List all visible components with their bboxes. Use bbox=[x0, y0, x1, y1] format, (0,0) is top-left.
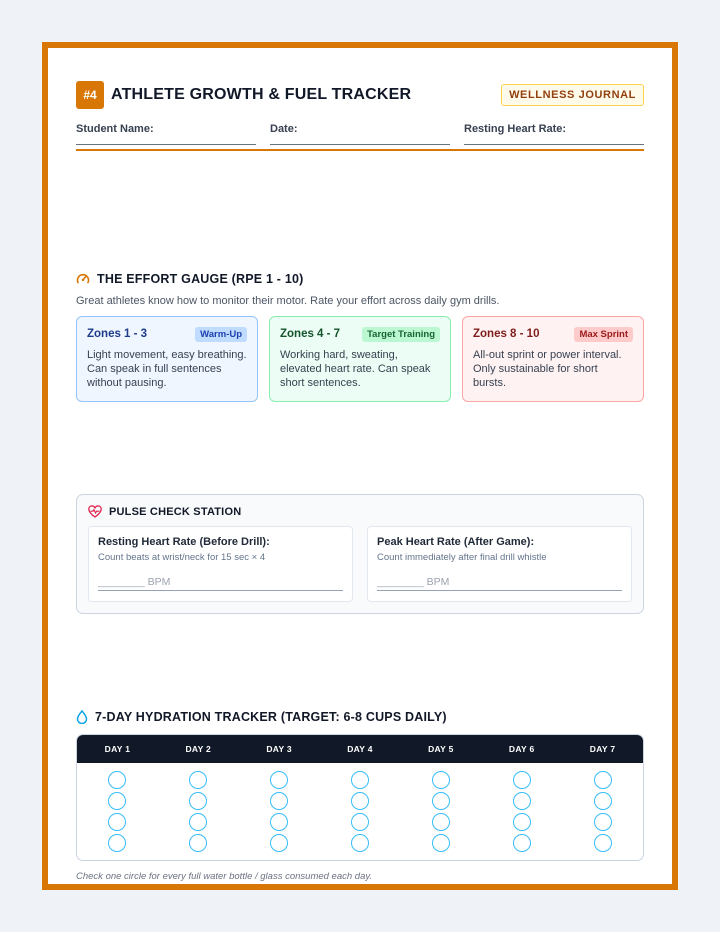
water-cup-checkbox[interactable] bbox=[108, 771, 126, 789]
day-header-4: DAY 4 bbox=[347, 744, 373, 754]
pulse-card-instructions: Count immediately after final drill whistle bbox=[377, 552, 547, 563]
water-cup-checkbox[interactable] bbox=[351, 771, 369, 789]
water-cup-checkbox[interactable] bbox=[513, 792, 531, 810]
pulse-card-instructions: Count beats at wrist/neck for 15 sec × 4 bbox=[98, 552, 266, 563]
hydration-title: 7-DAY HYDRATION TRACKER (TARGET: 6-8 CUPS DAILY) bbox=[95, 710, 447, 724]
day-column-6 bbox=[481, 771, 562, 852]
day-header-6: DAY 6 bbox=[508, 744, 535, 754]
water-cup-checkbox[interactable] bbox=[351, 834, 369, 852]
water-cup-checkbox[interactable] bbox=[594, 771, 612, 789]
zone-card-max-sprint bbox=[462, 316, 644, 402]
resting-bpm-blank[interactable]: ________ BPM bbox=[98, 576, 343, 591]
water-cup-checkbox[interactable] bbox=[594, 834, 612, 852]
pulse-check-station bbox=[76, 494, 644, 614]
water-cup-checkbox[interactable] bbox=[432, 834, 450, 852]
water-cup-checkbox[interactable] bbox=[432, 771, 450, 789]
day-column-2 bbox=[158, 771, 239, 852]
effort-gauge-section bbox=[76, 272, 644, 402]
water-cup-checkbox[interactable] bbox=[108, 792, 126, 810]
water-cup-checkbox[interactable] bbox=[432, 792, 450, 810]
pulse-card-title: Peak Heart Rate (After Game): bbox=[377, 536, 535, 548]
water-cup-checkbox[interactable] bbox=[351, 792, 369, 810]
water-cup-checkbox[interactable] bbox=[594, 813, 612, 831]
hydration-heading bbox=[76, 710, 644, 724]
zone-description: Light movement, easy breathing. Can speak in full sentences without pausing. bbox=[87, 349, 247, 389]
hydration-note: Check one circle for every full water bottle / glass consumed each day. bbox=[76, 871, 373, 882]
effort-gauge-heading bbox=[76, 272, 644, 286]
water-cup-checkbox[interactable] bbox=[189, 813, 207, 831]
water-cup-checkbox[interactable] bbox=[270, 813, 288, 831]
water-cup-checkbox[interactable] bbox=[513, 813, 531, 831]
worksheet-content bbox=[76, 76, 644, 882]
effort-zones bbox=[76, 316, 644, 402]
zone-title: Zones 1 - 3 bbox=[87, 328, 148, 340]
zone-tag: Max Sprint bbox=[574, 327, 633, 342]
water-cup-checkbox[interactable] bbox=[108, 813, 126, 831]
water-cup-checkbox[interactable] bbox=[270, 834, 288, 852]
zone-title: Zones 4 - 7 bbox=[280, 328, 341, 340]
worksheet-number-badge: #4 bbox=[76, 81, 104, 109]
peak-bpm-blank[interactable]: ________ BPM bbox=[377, 576, 622, 591]
hydration-day-header bbox=[77, 735, 643, 763]
zone-title: Zones 8 - 10 bbox=[473, 328, 540, 340]
pulse-card-title: Resting Heart Rate (Before Drill): bbox=[98, 536, 270, 548]
peak-heart-rate-card bbox=[367, 526, 632, 602]
day-column-3 bbox=[239, 771, 320, 852]
worksheet-page bbox=[42, 42, 678, 890]
student-info-fields bbox=[76, 119, 644, 149]
effort-gauge-title: THE EFFORT GAUGE (RPE 1 - 10) bbox=[97, 272, 304, 286]
day-column-1 bbox=[77, 771, 158, 852]
resting-heart-rate-card bbox=[88, 526, 353, 602]
water-cup-checkbox[interactable] bbox=[432, 813, 450, 831]
wellness-journal-tag: WELLNESS JOURNAL bbox=[501, 84, 644, 106]
day-header-2: DAY 2 bbox=[185, 744, 212, 754]
water-cup-checkbox[interactable] bbox=[351, 813, 369, 831]
water-cup-checkbox[interactable] bbox=[189, 792, 207, 810]
day-column-4 bbox=[320, 771, 401, 852]
day-column-5 bbox=[400, 771, 481, 852]
day-header-1: DAY 1 bbox=[104, 744, 131, 754]
worksheet-title: ATHLETE GROWTH & FUEL TRACKER bbox=[111, 86, 412, 103]
zone-tag: Target Training bbox=[362, 327, 440, 342]
pulse-check-title: PULSE CHECK STATION bbox=[109, 505, 242, 518]
worksheet-header bbox=[76, 76, 644, 110]
zone-card-target-training bbox=[269, 316, 451, 402]
water-cup-checkbox[interactable] bbox=[513, 834, 531, 852]
water-cup-checkbox[interactable] bbox=[513, 771, 531, 789]
water-drop-icon bbox=[76, 710, 88, 724]
zone-card-warm-up bbox=[76, 316, 258, 402]
zone-description: All-out sprint or power interval. Only sustainable for short bursts. bbox=[473, 349, 622, 389]
hydration-cup-grid bbox=[77, 763, 643, 860]
day-column-7 bbox=[562, 771, 643, 852]
water-cup-checkbox[interactable] bbox=[594, 792, 612, 810]
water-cup-checkbox[interactable] bbox=[189, 834, 207, 852]
pulse-check-heading bbox=[88, 505, 632, 518]
resting-heart-rate-field[interactable]: Resting Heart Rate: bbox=[464, 119, 644, 145]
hydration-grid bbox=[76, 734, 644, 861]
student-name-field[interactable]: Student Name: bbox=[76, 119, 256, 145]
effort-gauge-description: Great athletes know how to monitor their motor. Rate your effort across daily gym drills. bbox=[76, 295, 500, 307]
day-header-7: DAY 7 bbox=[589, 744, 616, 754]
pulse-cards bbox=[88, 526, 632, 602]
date-field[interactable]: Date: bbox=[270, 119, 450, 145]
water-cup-checkbox[interactable] bbox=[108, 834, 126, 852]
gauge-icon bbox=[76, 272, 90, 286]
day-header-5: DAY 5 bbox=[428, 744, 454, 754]
water-cup-checkbox[interactable] bbox=[189, 771, 207, 789]
water-cup-checkbox[interactable] bbox=[270, 771, 288, 789]
day-header-3: DAY 3 bbox=[266, 744, 292, 754]
header-divider bbox=[76, 149, 644, 151]
water-cup-checkbox[interactable] bbox=[270, 792, 288, 810]
heartbeat-icon bbox=[88, 505, 102, 518]
hydration-tracker-section bbox=[76, 710, 644, 882]
zone-description: Working hard, sweating, elevated heart rate. Can speak short sentences. bbox=[280, 349, 431, 389]
zone-tag: Warm-Up bbox=[195, 327, 247, 342]
